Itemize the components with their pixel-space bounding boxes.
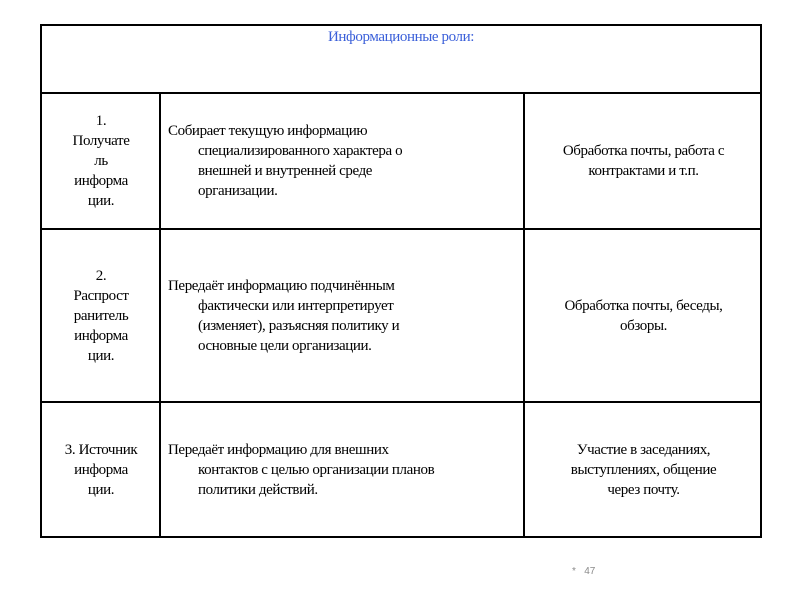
description-cell (162, 230, 524, 401)
cell-line: Распрост (73, 287, 129, 304)
cell-line: контактов с целью организации планов (198, 462, 435, 478)
cell-line: информа (74, 327, 128, 344)
cell-line: фактически или интерпретирует (198, 297, 394, 314)
examples-cell (526, 94, 761, 228)
role-cell (42, 403, 160, 537)
cell-line: Обработка почты, беседы, (564, 297, 723, 314)
description-cell (162, 94, 524, 228)
cell-line: специализированного характера о (198, 143, 403, 159)
cell-line: информа (74, 462, 128, 478)
cell-line: информа (74, 173, 128, 189)
examples-cell (526, 230, 761, 401)
cell-line: 3. Источник (64, 442, 138, 458)
cell-line: Передаёт информацию подчинённым (168, 277, 395, 294)
cell-line: организации. (198, 183, 278, 199)
cell-line: ль (94, 153, 108, 169)
cell-line: ции. (87, 193, 115, 209)
cell-line: 2. (95, 267, 107, 284)
description-cell (162, 403, 524, 537)
table-title: Информационные роли: (328, 29, 474, 45)
cell-line: 1. (95, 113, 107, 129)
cell-line: Собирает текущую информацию (168, 123, 368, 139)
cell-line: ции. (87, 347, 115, 364)
cell-line: ции. (87, 482, 115, 498)
cell-line: (изменяет), разъясняя политику и (198, 317, 400, 334)
cell-line: Обработка почты, работа с (562, 143, 725, 159)
cell-line: контрактами и т.п. (588, 163, 699, 179)
footer-bullet: * (572, 566, 576, 577)
cell-line: через почту. (607, 482, 680, 498)
role-cell (42, 230, 160, 401)
cell-line: Участие в заседаниях, (576, 442, 711, 458)
cell-line: Передаёт информацию для внешних (168, 442, 389, 458)
cell-line: основные цели организации. (198, 337, 372, 354)
cell-line: внешней и внутренней среде (198, 163, 373, 179)
cell-line: Получате (72, 133, 130, 149)
page-number (572, 566, 595, 577)
role-cell (42, 94, 160, 228)
cell-line: ранитель (73, 307, 129, 324)
cell-line: обзоры. (620, 317, 667, 334)
cell-line: политики действий. (198, 482, 318, 498)
page-number-value: 47 (584, 566, 596, 577)
examples-cell (526, 403, 761, 537)
cell-line: выступлениях, общение (570, 462, 717, 478)
